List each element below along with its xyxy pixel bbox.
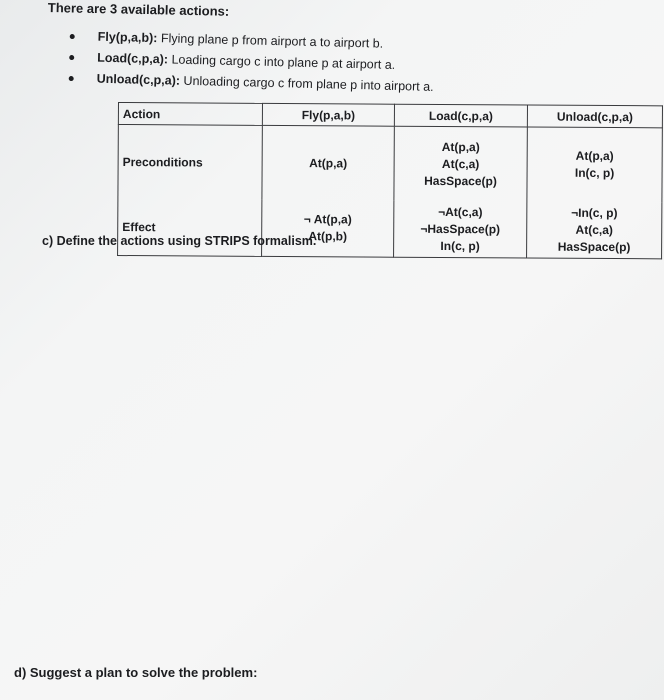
unload-eff-line: At(c,a) [575, 222, 613, 237]
fly-pre-line: At(p,a) [309, 155, 348, 170]
bullet-load-name: Load(c,p,a): [97, 50, 169, 67]
header-load: Load(c,p,a) [394, 104, 527, 127]
intro-text: There are 3 available actions: [47, 0, 230, 19]
bullet-unload-name: Unload(c,p,a): [96, 71, 181, 88]
header-fly: Fly(p,a,b) [262, 103, 394, 126]
load-pre-line: HasSpace(p) [424, 173, 497, 188]
load-effect [394, 201, 527, 258]
bullet-fly-desc: Flying plane p from airport a to airport b. [160, 31, 384, 51]
load-pre-line: At(p,a) [441, 139, 480, 154]
unload-preconditions [527, 127, 662, 202]
preconditions-label-text: Preconditions [122, 154, 203, 170]
preconditions-label [118, 125, 262, 200]
fly-eff-line: At(p,b) [308, 229, 348, 244]
action-bullet-list [68, 26, 434, 98]
load-preconditions [394, 126, 527, 201]
header-action: Action [118, 103, 262, 126]
unload-pre-line: In(c, p) [574, 165, 615, 181]
fly-eff-line: ¬ At(p,a) [303, 212, 352, 227]
bullet-load-desc: Loading cargo c into plane p at airport a. [171, 52, 396, 72]
load-eff-line: ¬HasSpace(p) [420, 221, 501, 236]
load-eff-line: In(c, p) [440, 238, 480, 253]
unload-eff-line: ¬In(c, p) [571, 205, 618, 220]
question-d: d) Suggest a plan to solve the problem: [14, 665, 258, 680]
effect-row [118, 199, 662, 259]
question-c: c) Define the actions using STRIPS formalism. [42, 234, 317, 248]
fly-preconditions [262, 125, 394, 200]
bullet-unload-desc: Unloading cargo c from plane p into airport a. [183, 73, 434, 94]
bullet-fly-name: Fly(p,a,b): [97, 29, 158, 46]
effect-label-text: Effect [122, 219, 156, 234]
unload-effect [527, 201, 662, 258]
unload-eff-line: HasSpace(p) [557, 239, 631, 254]
load-eff-line: ¬At(c,a) [438, 204, 483, 219]
unload-pre-line: At(p,a) [575, 148, 614, 164]
preconditions-row [118, 125, 662, 203]
load-pre-line: At(c,a) [441, 156, 480, 171]
fly-effect [262, 200, 394, 257]
header-unload: Unload(c,p,a) [527, 105, 662, 128]
